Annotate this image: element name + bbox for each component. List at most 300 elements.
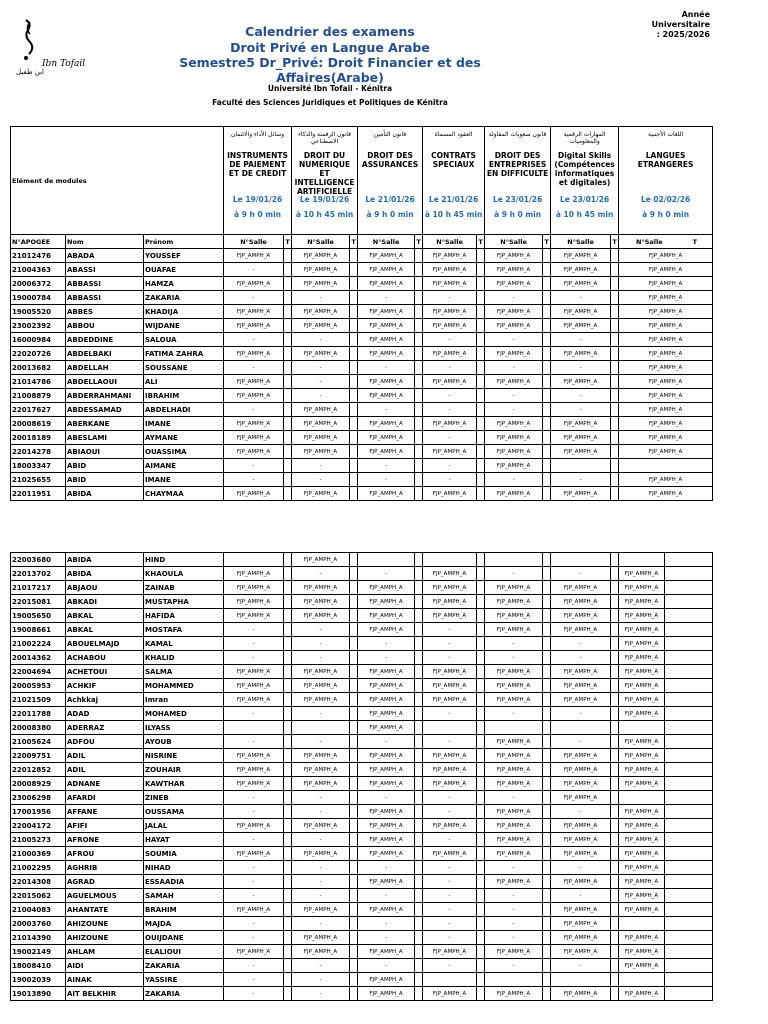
exam-t-cell — [543, 819, 551, 833]
exam-t-cell — [415, 847, 423, 861]
exam-t-cell — [611, 903, 619, 917]
exam-t-cell — [415, 903, 423, 917]
table-row — [11, 777, 713, 791]
exam-t-cell — [284, 889, 292, 903]
exam-t-cell — [665, 987, 713, 1001]
exam-room: FJP_AMPH_A — [551, 595, 611, 609]
exam-room: - — [292, 707, 350, 721]
exam-room: FJP_AMPH_A — [224, 347, 284, 361]
exam-t-cell — [477, 959, 485, 973]
student-apogee: 20008380 — [11, 721, 66, 735]
exam-room: FJP_AMPH_A — [485, 847, 543, 861]
module-french-name: Digital Skills (Compétences informatiques et digitales) — [554, 151, 615, 187]
exam-t-cell — [284, 595, 292, 609]
exam-room: FJP_AMPH_A — [292, 777, 350, 791]
exam-t-cell — [284, 361, 292, 375]
exam-t-cell — [284, 749, 292, 763]
exam-t-cell — [477, 609, 485, 623]
exam-room: FJP_AMPH_A — [619, 861, 665, 875]
module-arabic-name: قانون الرقمنة والذكاء الاصطناعي — [298, 131, 351, 145]
table-row — [11, 721, 713, 735]
exam-room: FJP_AMPH_A — [619, 875, 665, 889]
exam-t-cell — [350, 249, 358, 263]
module-french-name: CONTRATS SPECIAUX — [431, 151, 476, 169]
exam-t-cell — [415, 319, 423, 333]
exam-t-cell — [477, 595, 485, 609]
exam-t-cell — [284, 833, 292, 847]
exam-t-cell — [665, 819, 713, 833]
exam-room: FJP_AMPH_A — [551, 249, 611, 263]
student-prenom: MOHAMED — [144, 707, 224, 721]
module-french-name: DROIT DU NUMERIQUE ET INTELLIGENCE ARTIFICIELLE — [294, 151, 355, 196]
exam-t-cell — [665, 623, 713, 637]
exam-t-cell — [543, 665, 551, 679]
exam-t-cell — [477, 553, 485, 567]
element-modules-label: Elément de modules — [11, 127, 224, 235]
exam-t-cell — [415, 417, 423, 431]
exam-room: FJP_AMPH_A — [292, 609, 350, 623]
table-row — [11, 945, 713, 959]
student-prenom: ALI — [144, 375, 224, 389]
exam-t-cell — [477, 693, 485, 707]
module-french-name: INSTRUMENTS DE PAIEMENT ET DE CREDIT — [227, 151, 288, 178]
exam-t-cell — [284, 375, 292, 389]
exam-room: - — [423, 333, 477, 347]
exam-room: FJP_AMPH_A — [551, 305, 611, 319]
exam-room: FJP_AMPH_A — [485, 945, 543, 959]
exam-room: FJP_AMPH_A — [485, 431, 543, 445]
exam-room: - — [551, 333, 611, 347]
exam-room: - — [485, 637, 543, 651]
exam-room: FJP_AMPH_A — [551, 833, 611, 847]
student-nom: ADIL — [66, 749, 144, 763]
exam-t-cell — [543, 875, 551, 889]
table-row — [11, 637, 713, 651]
exam-t-cell — [415, 805, 423, 819]
exam-room: - — [292, 389, 350, 403]
col-salle-header: N°Salle — [358, 235, 415, 249]
exam-room: - — [358, 361, 415, 375]
exam-room: - — [292, 623, 350, 637]
exam-t-cell — [611, 889, 619, 903]
exam-room: - — [224, 473, 284, 487]
exam-t-cell — [543, 693, 551, 707]
exam-t-cell — [665, 665, 713, 679]
exam-room: - — [224, 361, 284, 375]
exam-t-cell — [477, 263, 485, 277]
exam-room: - — [423, 707, 477, 721]
student-apogee: 21025655 — [11, 473, 66, 487]
student-nom: AFIFI — [66, 819, 144, 833]
exam-t-cell — [477, 459, 485, 473]
exam-t-cell — [284, 347, 292, 361]
student-apogee: 21021509 — [11, 693, 66, 707]
university-logo — [12, 14, 86, 78]
student-nom: AIT BELKHIR — [66, 987, 144, 1001]
exam-room: - — [292, 333, 350, 347]
exam-t-cell — [284, 263, 292, 277]
exam-room: FJP_AMPH_A — [292, 665, 350, 679]
exam-room: FJP_AMPH_A — [485, 749, 543, 763]
col-salle-header: N°Salle — [551, 235, 611, 249]
exam-t-cell — [415, 693, 423, 707]
student-nom: ABESLAMI — [66, 431, 144, 445]
exam-room: FJP_AMPH_A — [619, 375, 713, 389]
student-nom: ABDERRAHMANI — [66, 389, 144, 403]
exam-t-cell — [415, 431, 423, 445]
exam-room: - — [551, 889, 611, 903]
student-apogee: 21017217 — [11, 581, 66, 595]
exam-t-cell — [543, 249, 551, 263]
student-nom: AHLAM — [66, 945, 144, 959]
exam-room: - — [292, 361, 350, 375]
exam-room: FJP_AMPH_A — [485, 987, 543, 1001]
exam-t-cell — [611, 567, 619, 581]
exam-t-cell — [665, 875, 713, 889]
exam-t-cell — [543, 763, 551, 777]
module-header-1 — [224, 127, 292, 235]
module-arabic-name: قانون صعوبات المقاولة — [488, 131, 547, 138]
student-prenom: OUSSAMA — [144, 805, 224, 819]
exam-t-cell — [611, 305, 619, 319]
exam-t-cell — [415, 487, 423, 501]
student-prenom: KHADIJA — [144, 305, 224, 319]
exam-room — [423, 553, 477, 567]
exam-room — [358, 553, 415, 567]
table-row — [11, 903, 713, 917]
col-salle-header: N°Salle — [423, 235, 477, 249]
exam-t-cell — [543, 431, 551, 445]
exam-room: - — [423, 651, 477, 665]
student-apogee: 19008661 — [11, 623, 66, 637]
student-prenom: HIND — [144, 553, 224, 567]
col-nom-header: Nom — [66, 235, 144, 249]
exam-room: - — [292, 291, 350, 305]
exam-room: - — [292, 861, 350, 875]
student-prenom: AYOUB — [144, 735, 224, 749]
exam-t-cell — [415, 749, 423, 763]
exam-room: FJP_AMPH_A — [358, 679, 415, 693]
exam-t-cell — [611, 973, 619, 987]
exam-room: FJP_AMPH_A — [551, 749, 611, 763]
exam-t-cell — [284, 945, 292, 959]
table-row — [11, 973, 713, 987]
module-arabic-name: المهارات الرقمية والمعلوميات — [563, 131, 606, 145]
student-apogee: 22013702 — [11, 567, 66, 581]
exam-t-cell — [611, 291, 619, 305]
exam-t-cell — [477, 651, 485, 665]
student-nom: ABJAOU — [66, 581, 144, 595]
exam-room: FJP_AMPH_A — [224, 581, 284, 595]
student-nom: ABOUELMAJD — [66, 637, 144, 651]
exam-t-cell — [611, 263, 619, 277]
exam-t-cell — [284, 249, 292, 263]
col-t-header: T — [415, 235, 423, 249]
exam-room: - — [224, 861, 284, 875]
exam-room: - — [224, 735, 284, 749]
exam-room: FJP_AMPH_A — [485, 777, 543, 791]
exam-room: - — [358, 651, 415, 665]
exam-room: - — [485, 931, 543, 945]
student-prenom: CHAYMAA — [144, 487, 224, 501]
exam-t-cell — [611, 581, 619, 595]
student-nom: ABDELLAH — [66, 361, 144, 375]
exam-t-cell — [611, 777, 619, 791]
student-nom: ADAD — [66, 707, 144, 721]
exam-room: - — [423, 623, 477, 637]
table-row — [11, 693, 713, 707]
student-prenom: JALAL — [144, 819, 224, 833]
exam-t-cell — [415, 721, 423, 735]
exam-room: FJP_AMPH_A — [292, 749, 350, 763]
table-row — [11, 749, 713, 763]
exam-t-cell — [415, 931, 423, 945]
module-french-name: DROIT DES ASSURANCES — [361, 151, 419, 169]
exam-t-cell — [543, 651, 551, 665]
module-header-4 — [423, 127, 485, 235]
exam-t-cell — [665, 707, 713, 721]
exam-t-cell — [477, 861, 485, 875]
exam-t-cell — [477, 805, 485, 819]
col-salle-header: N°Salle — [292, 235, 350, 249]
student-nom: ABID — [66, 473, 144, 487]
exam-room: - — [423, 637, 477, 651]
student-apogee: 21008879 — [11, 389, 66, 403]
exam-room: FJP_AMPH_A — [619, 347, 713, 361]
exam-room: - — [224, 917, 284, 931]
exam-room: - — [423, 861, 477, 875]
student-nom: ABKADI — [66, 595, 144, 609]
exam-room: FJP_AMPH_A — [619, 889, 665, 903]
exam-t-cell — [611, 875, 619, 889]
exam-room: FJP_AMPH_A — [619, 707, 665, 721]
exam-room: FJP_AMPH_A — [358, 875, 415, 889]
student-prenom: KAWTHAR — [144, 777, 224, 791]
exam-t-cell — [415, 679, 423, 693]
exam-room: FJP_AMPH_A — [423, 249, 477, 263]
exam-t-cell — [350, 665, 358, 679]
exam-room: - — [485, 707, 543, 721]
student-apogee: 20008929 — [11, 777, 66, 791]
exam-room: FJP_AMPH_A — [423, 581, 477, 595]
student-nom: ABKAL — [66, 609, 144, 623]
student-prenom: SALOUA — [144, 333, 224, 347]
exam-room: FJP_AMPH_A — [292, 403, 350, 417]
exam-room: - — [551, 805, 611, 819]
exam-t-cell — [350, 805, 358, 819]
student-prenom: HAMZA — [144, 277, 224, 291]
exam-room: FJP_AMPH_A — [358, 707, 415, 721]
exam-room: FJP_AMPH_A — [224, 763, 284, 777]
module-header-3 — [358, 127, 423, 235]
exam-room — [423, 721, 477, 735]
exam-t-cell — [415, 707, 423, 721]
exam-t-cell — [543, 833, 551, 847]
exam-room: - — [423, 791, 477, 805]
student-nom: ACHKIF — [66, 679, 144, 693]
exam-t-cell — [284, 403, 292, 417]
exam-t-cell — [477, 403, 485, 417]
exam-room: - — [551, 473, 611, 487]
exam-t-cell — [284, 277, 292, 291]
exam-t-cell — [415, 833, 423, 847]
exam-room: - — [551, 389, 611, 403]
table-row — [11, 249, 713, 263]
exam-room: - — [292, 637, 350, 651]
exam-room: FJP_AMPH_A — [292, 347, 350, 361]
table-row — [11, 567, 713, 581]
student-apogee: 20013682 — [11, 361, 66, 375]
exam-room: - — [224, 875, 284, 889]
student-nom: AINAK — [66, 973, 144, 987]
exam-room — [619, 917, 665, 931]
exam-room — [292, 721, 350, 735]
exam-t-cell — [665, 903, 713, 917]
module-header-5 — [485, 127, 551, 235]
exam-room: FJP_AMPH_A — [619, 931, 665, 945]
exam-t-cell — [543, 333, 551, 347]
exam-room: FJP_AMPH_A — [551, 417, 611, 431]
exam-room: FJP_AMPH_A — [358, 595, 415, 609]
student-prenom: MAJDA — [144, 917, 224, 931]
exam-room: FJP_AMPH_A — [551, 791, 611, 805]
exam-t-cell — [477, 791, 485, 805]
exam-room: FJP_AMPH_A — [551, 445, 611, 459]
student-prenom: NISRINE — [144, 749, 224, 763]
exam-t-cell — [350, 693, 358, 707]
exam-room: FJP_AMPH_A — [224, 417, 284, 431]
exam-room: FJP_AMPH_A — [423, 777, 477, 791]
exam-room: FJP_AMPH_A — [358, 249, 415, 263]
exam-t-cell — [350, 707, 358, 721]
table-row — [11, 595, 713, 609]
exam-room — [485, 553, 543, 567]
exam-t-cell — [477, 987, 485, 1001]
exam-t-cell — [611, 749, 619, 763]
exam-t-cell — [477, 721, 485, 735]
exam-t-cell — [665, 805, 713, 819]
exam-room: FJP_AMPH_A — [224, 375, 284, 389]
student-prenom: SOUSSANE — [144, 361, 224, 375]
exam-t-cell — [665, 581, 713, 595]
student-nom: ABDELLAOUI — [66, 375, 144, 389]
exam-room: FJP_AMPH_A — [485, 819, 543, 833]
exam-t-cell — [284, 707, 292, 721]
student-nom: AHIZOUNE — [66, 931, 144, 945]
exam-t-cell — [611, 445, 619, 459]
exam-t-cell — [350, 931, 358, 945]
exam-t-cell — [665, 567, 713, 581]
exam-room: FJP_AMPH_A — [619, 679, 665, 693]
col-t-header: T — [543, 235, 551, 249]
exam-room: FJP_AMPH_A — [423, 609, 477, 623]
student-apogee: 22014308 — [11, 875, 66, 889]
exam-t-cell — [611, 595, 619, 609]
exam-room: FJP_AMPH_A — [551, 875, 611, 889]
faculty-name: Faculté des Sciences Juridiques et Politiques de Kénitra — [212, 98, 448, 107]
student-nom: AGUELMOUS — [66, 889, 144, 903]
exam-room: FJP_AMPH_A — [619, 903, 665, 917]
exam-t-cell — [477, 679, 485, 693]
exam-t-cell — [284, 735, 292, 749]
exam-room: FJP_AMPH_A — [485, 805, 543, 819]
exam-room: - — [551, 403, 611, 417]
exam-room: FJP_AMPH_A — [292, 595, 350, 609]
exam-room: FJP_AMPH_A — [423, 847, 477, 861]
exam-room: FJP_AMPH_A — [551, 347, 611, 361]
exam-room: FJP_AMPH_A — [292, 763, 350, 777]
exam-t-cell — [415, 735, 423, 749]
student-nom: AHANTATE — [66, 903, 144, 917]
exam-room: FJP_AMPH_A — [485, 263, 543, 277]
exam-t-cell — [665, 651, 713, 665]
exam-room: FJP_AMPH_A — [551, 763, 611, 777]
table-row — [11, 347, 713, 361]
exam-room: FJP_AMPH_A — [224, 487, 284, 501]
table-row — [11, 609, 713, 623]
exam-room: - — [551, 707, 611, 721]
exam-t-cell — [284, 875, 292, 889]
col-t-header: T — [284, 235, 292, 249]
student-prenom: ILYASS — [144, 721, 224, 735]
student-apogee: 22015081 — [11, 595, 66, 609]
exam-t-cell — [477, 735, 485, 749]
exam-t-cell — [415, 609, 423, 623]
student-apogee: 22014278 — [11, 445, 66, 459]
student-prenom: IMANE — [144, 473, 224, 487]
student-prenom: ABDELHADI — [144, 403, 224, 417]
exam-room: FJP_AMPH_A — [358, 389, 415, 403]
exam-t-cell — [415, 665, 423, 679]
student-nom: Achkkaj — [66, 693, 144, 707]
student-apogee: 22003680 — [11, 553, 66, 567]
exam-t-cell — [284, 305, 292, 319]
exam-room: FJP_AMPH_A — [358, 665, 415, 679]
table-row — [11, 889, 713, 903]
student-nom: ADFOU — [66, 735, 144, 749]
exam-t-cell — [284, 847, 292, 861]
student-apogee: 19000784 — [11, 291, 66, 305]
exam-t-cell — [611, 487, 619, 501]
exam-t-cell — [543, 375, 551, 389]
exam-room — [224, 553, 284, 567]
exam-room: - — [423, 403, 477, 417]
col-salle-header: N°Salle — [485, 235, 543, 249]
exam-t-cell — [665, 791, 713, 805]
exam-t-cell — [611, 333, 619, 347]
exam-room — [619, 973, 665, 987]
exam-room: - — [292, 651, 350, 665]
exam-t-cell — [350, 291, 358, 305]
exam-room: FJP_AMPH_A — [485, 595, 543, 609]
exam-room: FJP_AMPH_A — [292, 319, 350, 333]
exam-room: - — [358, 959, 415, 973]
exam-room: - — [292, 959, 350, 973]
exam-t-cell — [611, 735, 619, 749]
exam-room: FJP_AMPH_A — [485, 459, 543, 473]
exam-t-cell — [543, 959, 551, 973]
exam-room: - — [485, 291, 543, 305]
exam-room: - — [224, 973, 284, 987]
exam-t-cell — [284, 959, 292, 973]
exam-t-cell — [477, 347, 485, 361]
exam-t-cell — [350, 637, 358, 651]
exam-room: FJP_AMPH_A — [292, 277, 350, 291]
exam-room: - — [423, 431, 477, 445]
exam-room: FJP_AMPH_A — [224, 609, 284, 623]
exam-room: FJP_AMPH_A — [485, 875, 543, 889]
program-title: Droit Privé en Langue Arabe — [230, 40, 430, 55]
